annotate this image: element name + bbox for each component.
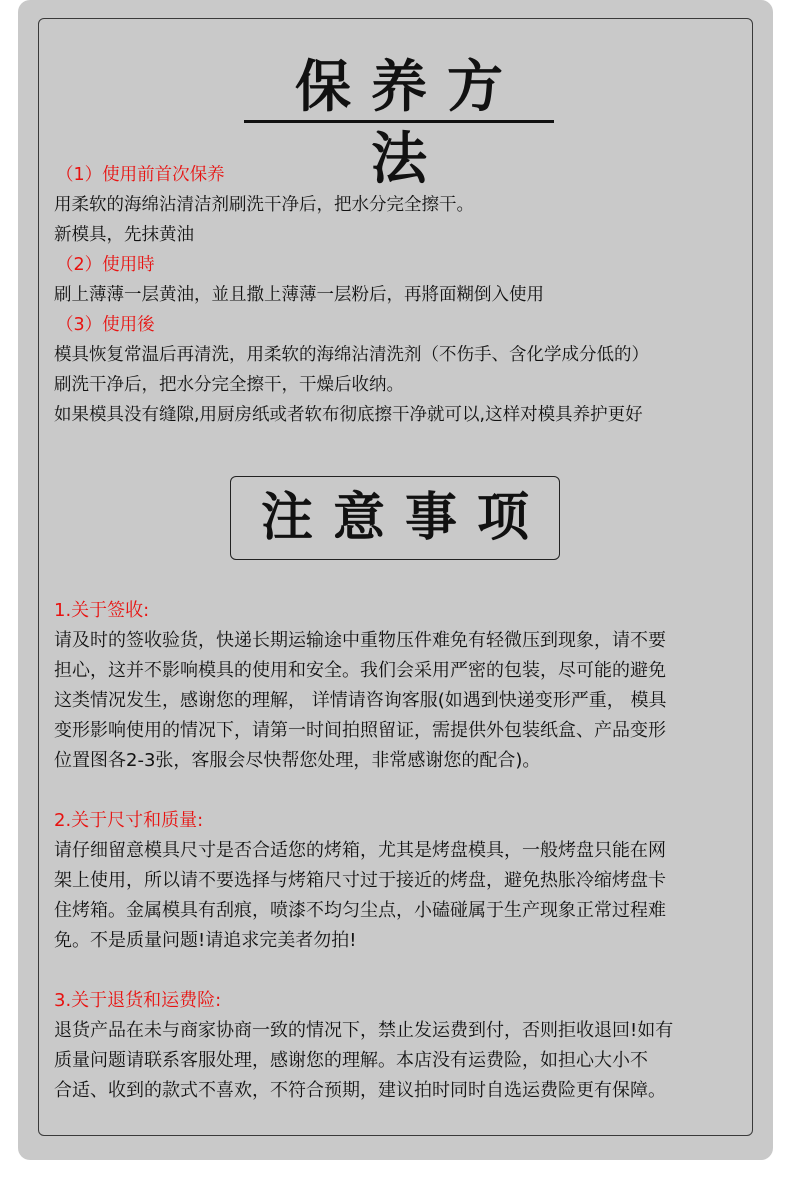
notice-item1-heading: 1.关于签收: <box>54 600 150 621</box>
notice-item2-line: 架上使用，所以请不要选择与烤箱尺寸过于接近的烤盘，避免热胀冷缩烤盘卡 <box>54 870 666 891</box>
notice-item2-line: 住烤箱。金属模具有刮痕，喷漆不均匀尘点，小磕碰属于生产现象正常过程难 <box>54 900 666 921</box>
notice-item3-line: 合适、收到的款式不喜欢，不符合预期，建议拍时同时自选运费险更有保障。 <box>54 1080 666 1101</box>
notice-title: 注意事项 <box>260 488 549 548</box>
notice-item2-line: 免。不是质量问题!请追求完美者勿拍! <box>54 930 357 951</box>
notice-item2-line: 请仔细留意模具尺寸是否合适您的烤箱，尤其是烤盘模具，一般烤盘只能在网 <box>54 840 666 861</box>
care-section1-heading: （1）使用前首次保养 <box>56 165 225 185</box>
notice-item1-line: 担心，这并不影响模具的使用和安全。我们会采用严密的包装，尽可能的避免 <box>54 660 666 681</box>
notice-item2-heading: 2.关于尺寸和质量: <box>54 810 204 831</box>
care-section3-line: 模具恢复常温后再清洗，用柔软的海绵沾清洗剂（不伤手、含化学成分低的） <box>54 345 649 365</box>
notice-item3-line: 退货产品在未与商家协商一致的情况下，禁止发运费到付，否则拒收退回!如有 <box>54 1020 674 1041</box>
notice-item3-line: 质量问题请联系客服处理，感谢您的理解。本店没有运费险，如担心大小不 <box>54 1050 648 1071</box>
notice-item1-line: 请及时的签收验货，快递长期运输途中重物压件难免有轻微压到现象，请不要 <box>54 630 666 651</box>
care-section2-heading: （2）使用時 <box>56 255 155 275</box>
care-section3-line: 刷洗干净后，把水分完全擦干，干燥后收纳。 <box>54 375 404 395</box>
notice-item3-heading: 3.关于退货和运费险: <box>54 990 222 1011</box>
care-section2-line: 刷上薄薄一层黄油，並且撒上薄薄一层粉后，再將面糊倒入使用 <box>54 285 544 305</box>
care-title: 保养方法 <box>295 55 523 192</box>
care-section1-line: 新模具，先抹黄油 <box>54 225 194 245</box>
care-section3-line: 如果模具没有缝隙,用厨房纸或者软布彻底擦干净就可以,这样对模具养护更好 <box>54 405 643 425</box>
notice-item1-line: 位置图各2-3张，客服会尽快帮您处理，非常感谢您的配合)。 <box>54 750 541 771</box>
care-section3-heading: （3）使用後 <box>56 315 155 335</box>
notice-item1-line: 这类情况发生，感谢您的理解， 详情请咨询客服(如遇到快递变形严重， 模具 <box>54 690 667 711</box>
care-section1-line: 用柔软的海绵沾清洁剂刷洗干净后，把水分完全擦干。 <box>54 195 474 215</box>
notice-item1-line: 变形影响使用的情况下，请第一时间拍照留证，需提供外包装纸盒、产品变形 <box>54 720 666 741</box>
care-title-underline <box>244 120 554 123</box>
